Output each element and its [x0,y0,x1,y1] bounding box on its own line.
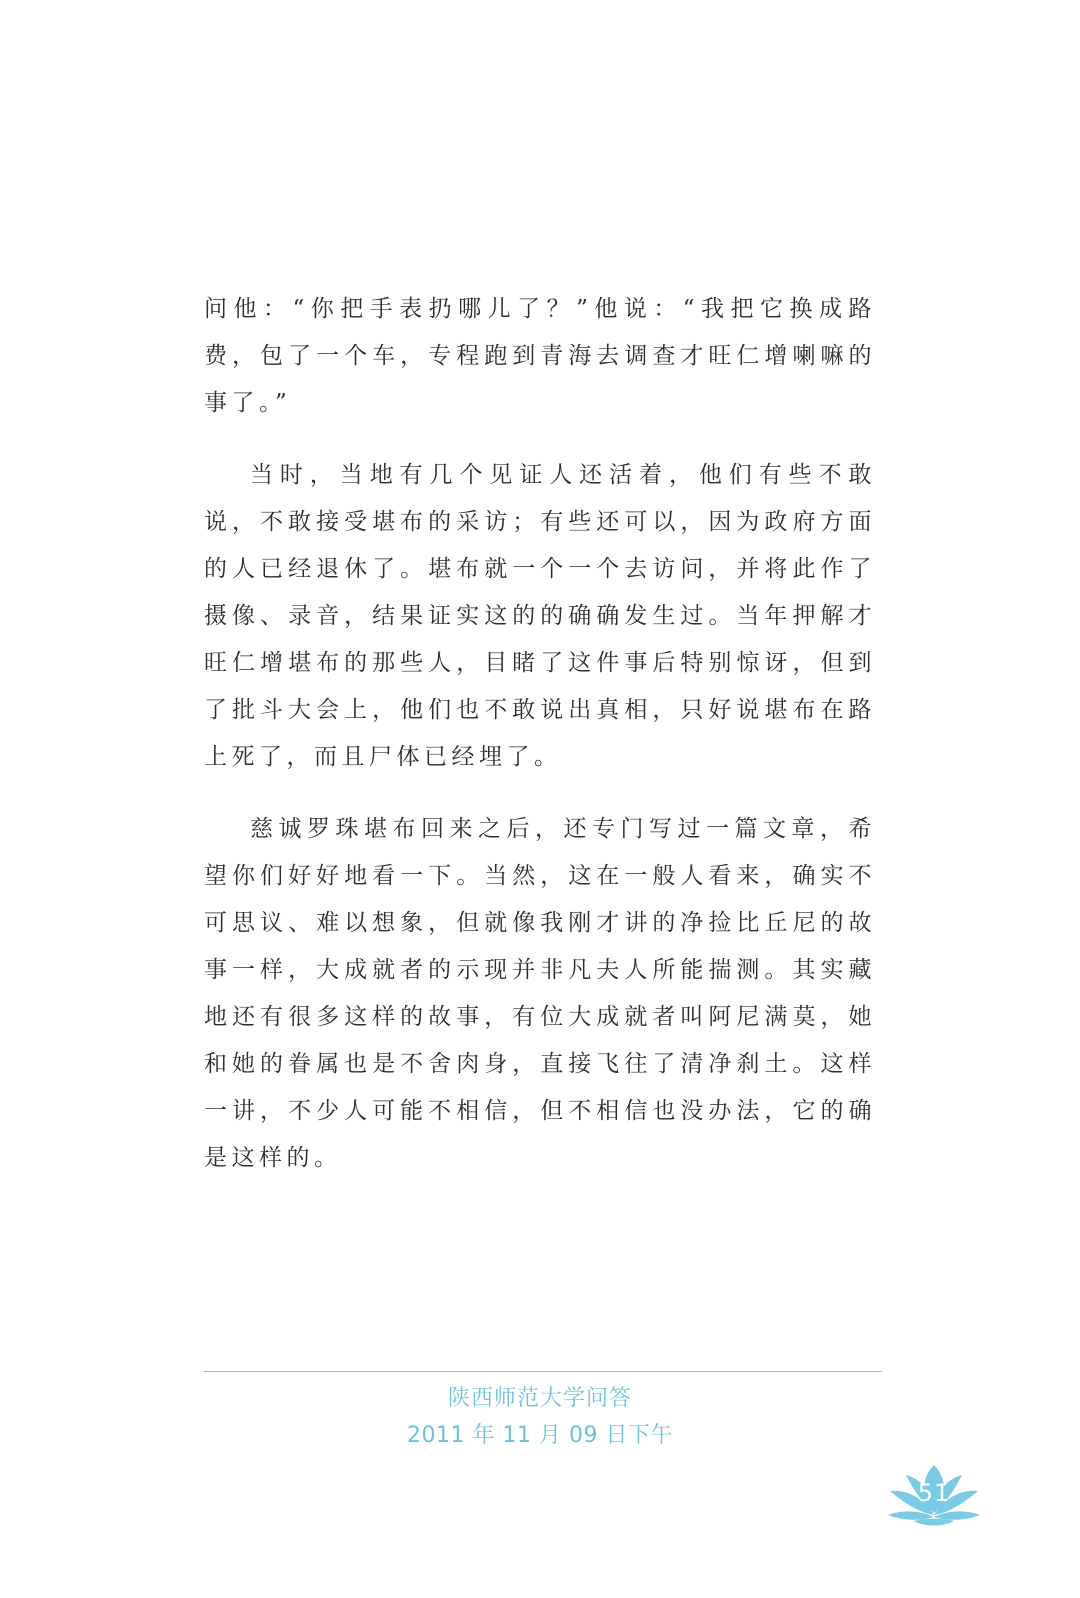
footer-date: 2011 年 11 月 09 日下午 [407,1423,673,1448]
page-number: 51 [917,1479,951,1507]
paragraph-2: 当时，当地有几个见证人还活着，他们有些不敢说，不敢接受堪布的采访；有些还可以，因为政府方面的人已经退休了。堪布就一个一个去访问，并将此作了摄像、录音，结果证实这的的确确发生过。当年押解才旺仁增堪布的那些人，目睹了这件事后特别惊讶，但到了批斗大会上，他们也不敢说出真相，只好说堪布在路上死了，而且尸体已经埋了。 [204,462,876,770]
page-number-badge [884,1461,984,1529]
paragraph-3: 慈诚罗珠堪布回来之后，还专门写过一篇文章，希望你们好好地看一下。当然，这在一般人看来，确实不可思议、难以想象，但就像我刚才讲的净捡比丘尼的故事一样，大成就者的示现并非凡夫人所能揣测。其实藏地还有很多这样的故事，有位大成就者叫阿尼满莫，她和她的眷属也是不舍肉身，直接飞往了清净刹土。这样一讲，不少人可能不相信，但不相信也没办法，它的确是这样的。 [204,816,876,1171]
footer-divider [204,1371,882,1372]
footer-title: 陕西师范大学问答 [447,1386,632,1411]
body-text [204,286,876,1182]
paragraph-1: 问他：“你把手表扔哪儿了？”他说：“我把它换成路费，包了一个车，专程跑到青海去调查才旺仁增喇嘛的事了。” [204,296,876,416]
